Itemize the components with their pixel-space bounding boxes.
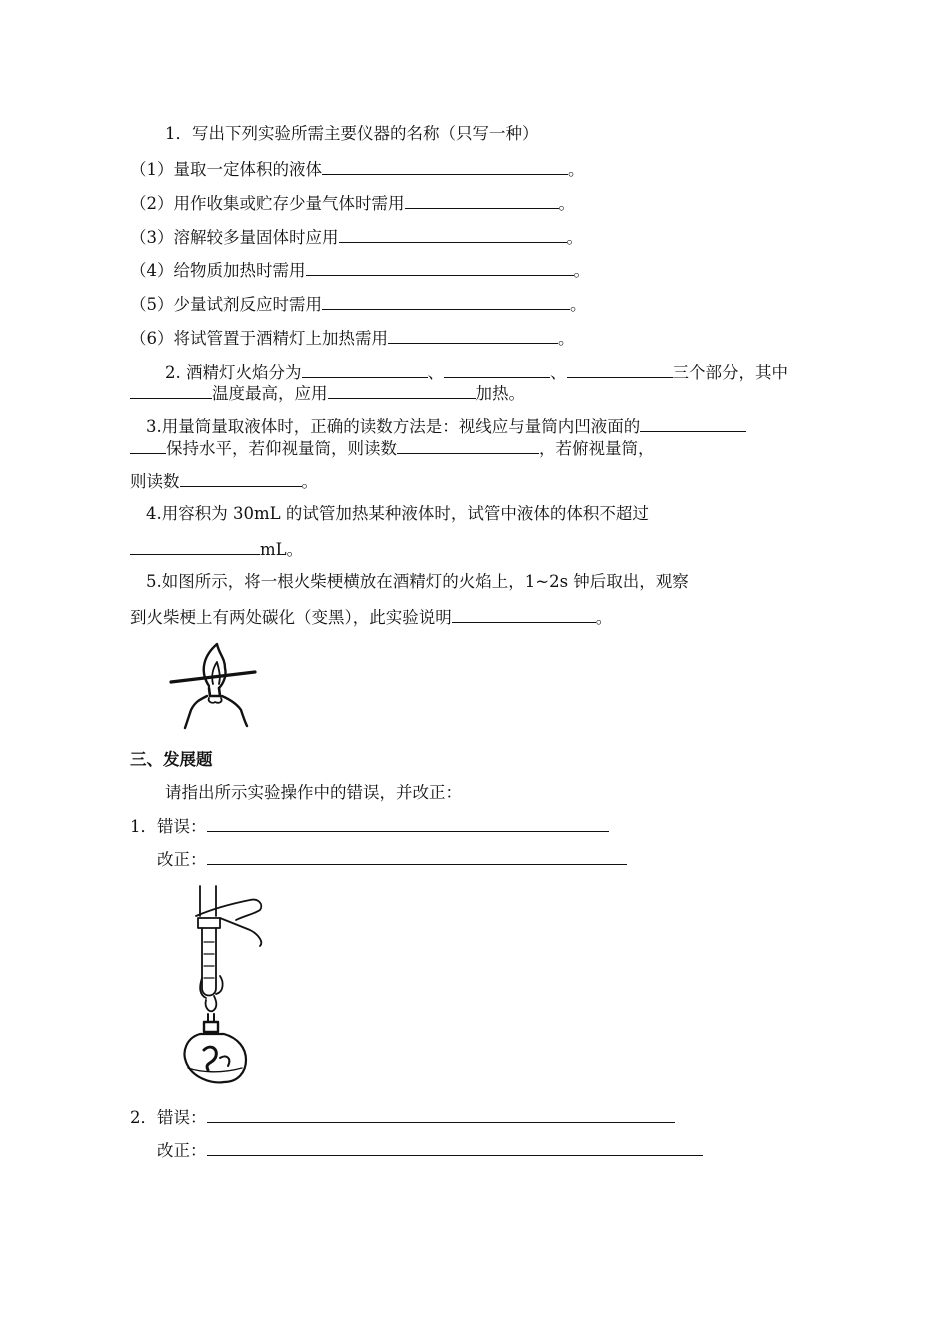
- q4-line-1: 4.用容积为 30mL 的试管加热某种液体时，试管中液体的体积不超过: [146, 504, 649, 523]
- q3-text-c: ，若俯视量筒，: [539, 439, 655, 458]
- q2-sep-2: 、: [550, 363, 567, 382]
- q1-item-3: [130, 226, 583, 248]
- q5-blank[interactable]: [452, 606, 596, 623]
- q3-blank-2[interactable]: [397, 437, 539, 454]
- q3-blank-3[interactable]: [180, 470, 302, 487]
- q3-text-d: 则读数: [130, 472, 180, 491]
- q1-item-5-blank[interactable]: [322, 293, 570, 310]
- q5-text-b: 到火柴梗上有两处碳化（变黑），此实验说明: [130, 608, 452, 627]
- q1-item-5-end: 。: [570, 295, 587, 314]
- s3-item-2-fix-blank[interactable]: [207, 1139, 703, 1156]
- q3-blank-1a[interactable]: [640, 415, 746, 432]
- q1-item-1-text: （1）量取一定体积的液体: [130, 160, 322, 179]
- test-tube-heating-figure: [180, 882, 280, 1090]
- q1-item-1-end: 。: [568, 160, 585, 179]
- q1-item-1: [130, 158, 585, 180]
- q1-item-2: [130, 192, 575, 214]
- q5-line-1: 5.如图所示，将一根火柴梗横放在酒精灯的火焰上，1~2s 钟后取出，观察: [146, 572, 689, 591]
- match-flame-figure: [165, 640, 265, 732]
- q1-item-6-text: （6）将试管置于酒精灯上加热需用: [130, 329, 388, 348]
- q2-blank-3[interactable]: [567, 361, 673, 378]
- q2-line-2: [130, 382, 525, 404]
- q1-item-4-text: （4）给物质加热时需用: [130, 261, 306, 280]
- q2-sep-1: 、: [427, 363, 444, 382]
- s3-item-2-fix-label: 改正：: [157, 1141, 207, 1160]
- q1-item-1-blank[interactable]: [322, 158, 568, 175]
- q1-title: 1．写出下列实验所需主要仪器的名称（只写一种）: [165, 124, 539, 143]
- q4-line-2: [130, 538, 303, 560]
- q2-blank-1[interactable]: [302, 361, 428, 378]
- q1-item-6-blank[interactable]: [388, 327, 558, 344]
- q2-line-1: [165, 361, 788, 383]
- s3-item-1-fix: [157, 848, 627, 870]
- section3-heading: 三、发展题: [130, 750, 213, 769]
- q3-text-a: 3.用量筒量取液体时，正确的读数方法是：视线应与量筒内凹液面的: [146, 417, 641, 436]
- q5-line-2: [130, 606, 612, 628]
- q1-item-6-end: 。: [558, 329, 575, 348]
- section3-intro: 请指出所示实验操作中的错误，并改正：: [165, 783, 462, 802]
- q1-item-4-end: 。: [573, 261, 590, 280]
- s3-item-2-error-label: 2．错误：: [130, 1108, 207, 1127]
- q3-line-1: [146, 415, 746, 437]
- q2-blank-5[interactable]: [328, 382, 476, 399]
- q2-blank-4[interactable]: [130, 382, 212, 399]
- q3-line-2: [130, 437, 655, 459]
- q1-item-2-blank[interactable]: [405, 192, 559, 209]
- s3-item-1-error-blank[interactable]: [207, 815, 609, 832]
- q3-blank-1b[interactable]: [130, 437, 166, 454]
- s3-item-2-error-blank[interactable]: [207, 1106, 675, 1123]
- q5-text-c: 。: [595, 608, 613, 627]
- q4-text-b: mL。: [260, 540, 304, 559]
- q3-text-b: 保持水平，若仰视量筒，则读数: [166, 439, 397, 458]
- q2-text-a: 2. 酒精灯火焰分为: [165, 363, 302, 382]
- q1-item-4-blank[interactable]: [306, 259, 574, 276]
- q4-blank[interactable]: [130, 538, 260, 555]
- s3-item-1-error: [130, 815, 609, 837]
- q2-text-c: 温度最高，应用: [212, 384, 328, 403]
- q2-blank-2[interactable]: [444, 361, 550, 378]
- s3-item-1-error-label: 1．错误：: [130, 817, 207, 836]
- q1-item-2-end: 。: [558, 194, 575, 213]
- s3-item-2-error: [130, 1106, 675, 1128]
- q1-item-4: [130, 259, 590, 281]
- q1-item-3-end: 。: [566, 228, 583, 247]
- q3-text-e: 。: [301, 472, 318, 491]
- q1-item-3-text: （3）溶解较多量固体时应用: [130, 228, 339, 247]
- q3-line-3: [130, 470, 318, 492]
- q2-text-d: 加热。: [475, 384, 525, 403]
- q1-item-2-text: （2）用作收集或贮存少量气体时需用: [130, 194, 405, 213]
- q2-text-b: 三个部分，其中: [672, 363, 788, 382]
- s3-item-1-fix-label: 改正：: [157, 850, 207, 869]
- s3-item-2-fix: [157, 1139, 703, 1161]
- s3-item-1-fix-blank[interactable]: [207, 848, 627, 865]
- q1-item-6: [130, 327, 575, 349]
- q1-item-5-text: （5）少量试剂反应时需用: [130, 295, 322, 314]
- q1-item-3-blank[interactable]: [339, 226, 567, 243]
- q1-item-5: [130, 293, 587, 315]
